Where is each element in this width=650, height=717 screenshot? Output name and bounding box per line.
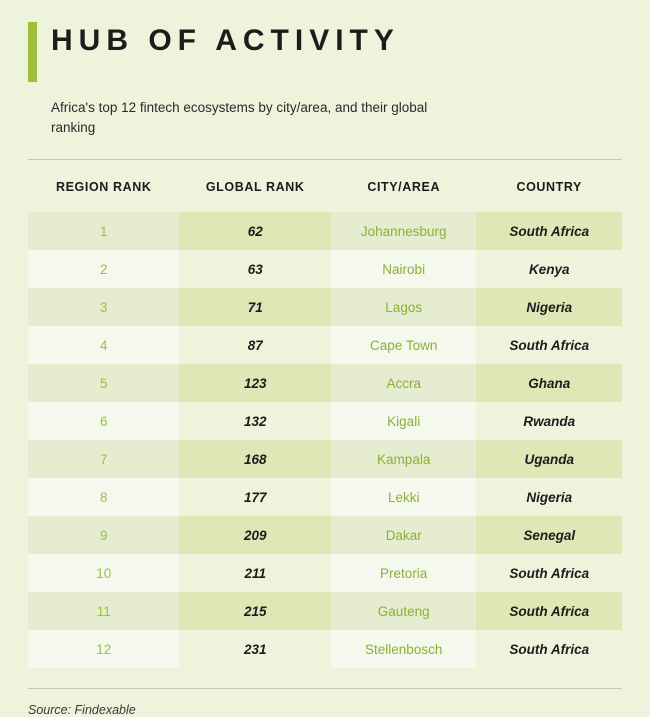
cell-region-rank: 3 (28, 288, 179, 326)
cell-city-area: Nairobi (331, 250, 477, 288)
cell-region-rank: 11 (28, 592, 179, 630)
cell-country: South Africa (476, 554, 622, 592)
cell-global-rank: 63 (179, 250, 330, 288)
cell-city-area: Accra (331, 364, 477, 402)
cell-country: Uganda (476, 440, 622, 478)
cell-country: Nigeria (476, 288, 622, 326)
cell-country: Senegal (476, 516, 622, 554)
header (28, 0, 622, 82)
page-title: HUB OF ACTIVITY (51, 24, 400, 57)
cell-global-rank: 87 (179, 326, 330, 364)
accent-bar (28, 22, 37, 82)
ranking-table (28, 160, 622, 668)
cell-city-area: Kampala (331, 440, 477, 478)
cell-global-rank: 231 (179, 630, 330, 668)
cell-city-area: Pretoria (331, 554, 477, 592)
table-row (28, 212, 622, 250)
divider-bottom (28, 688, 622, 689)
cell-region-rank: 2 (28, 250, 179, 288)
cell-global-rank: 132 (179, 402, 330, 440)
table-row (28, 516, 622, 554)
cell-region-rank: 9 (28, 516, 179, 554)
cell-country: Ghana (476, 364, 622, 402)
cell-global-rank: 71 (179, 288, 330, 326)
table-row (28, 250, 622, 288)
table-header-row (28, 160, 622, 212)
column-header-global-rank: GLOBAL RANK (205, 180, 305, 195)
table-row (28, 478, 622, 516)
cell-city-area: Dakar (331, 516, 477, 554)
cell-city-area: Lekki (331, 478, 477, 516)
cell-country: Kenya (476, 250, 622, 288)
cell-region-rank: 8 (28, 478, 179, 516)
table-row (28, 364, 622, 402)
column-header-country: COUNTRY (516, 180, 582, 195)
cell-region-rank: 5 (28, 364, 179, 402)
column-header-region-rank: REGION RANK (55, 180, 152, 195)
table-row (28, 592, 622, 630)
cell-city-area: Cape Town (331, 326, 477, 364)
table-header (28, 160, 622, 212)
cell-city-area: Stellenbosch (331, 630, 477, 668)
cell-global-rank: 209 (179, 516, 330, 554)
cell-region-rank: 12 (28, 630, 179, 668)
cell-country: South Africa (476, 326, 622, 364)
cell-global-rank: 211 (179, 554, 330, 592)
cell-country: Nigeria (476, 478, 622, 516)
table-row (28, 288, 622, 326)
cell-global-rank: 177 (179, 478, 330, 516)
cell-region-rank: 1 (28, 212, 179, 250)
cell-city-area: Lagos (331, 288, 477, 326)
source-note: Source: Findexable (28, 703, 136, 717)
cell-country: South Africa (476, 592, 622, 630)
table-row (28, 554, 622, 592)
cell-global-rank: 62 (179, 212, 330, 250)
table-row (28, 402, 622, 440)
cell-country: Rwanda (476, 402, 622, 440)
cell-global-rank: 123 (179, 364, 330, 402)
table-row (28, 326, 622, 364)
cell-region-rank: 4 (28, 326, 179, 364)
cell-global-rank: 215 (179, 592, 330, 630)
cell-country: South Africa (476, 212, 622, 250)
cell-global-rank: 168 (179, 440, 330, 478)
table-row (28, 440, 622, 478)
cell-country: South Africa (476, 630, 622, 668)
table-row (28, 630, 622, 668)
title-block (51, 22, 622, 60)
column-header-city-area: CITY/AREA (367, 180, 441, 195)
cell-city-area: Gauteng (331, 592, 477, 630)
cell-city-area: Johannesburg (331, 212, 477, 250)
cell-region-rank: 10 (28, 554, 179, 592)
table-body (28, 212, 622, 668)
cell-region-rank: 6 (28, 402, 179, 440)
cell-city-area: Kigali (331, 402, 477, 440)
cell-region-rank: 7 (28, 440, 179, 478)
page-subtitle: Africa's top 12 fintech ecosystems by city/area, and their global ranking (51, 100, 428, 135)
